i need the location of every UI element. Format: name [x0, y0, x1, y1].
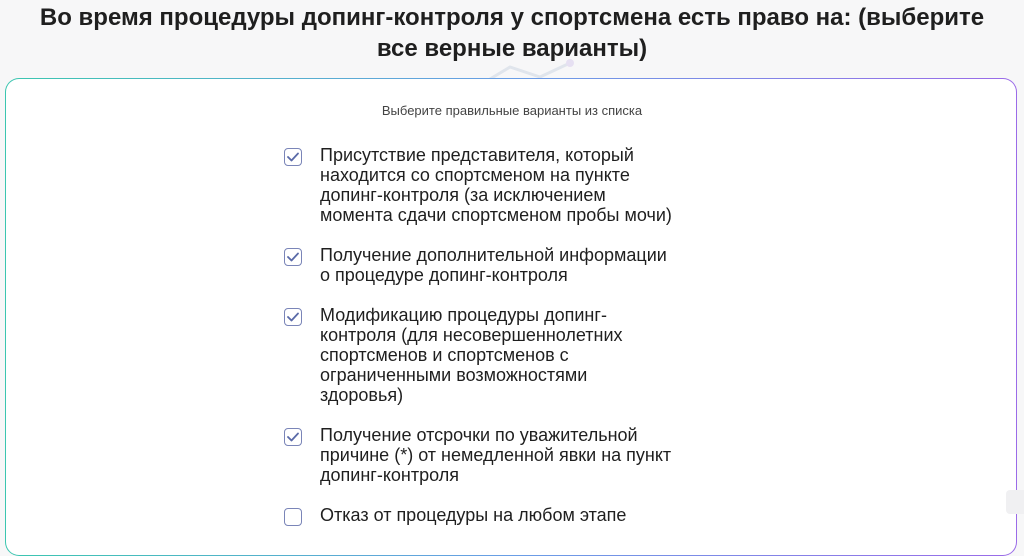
option-label-line: Получение отсрочки по уважительной [320, 425, 638, 445]
question-title [0, 2, 1024, 64]
question-title-line-2: все верные варианты) [376, 35, 648, 62]
option-4-label [320, 425, 671, 485]
option-label-line: Модификацию процедуры допинг- [320, 305, 607, 325]
option-label-line: допинг-контроля (за исключением [320, 185, 606, 205]
checkbox-2[interactable] [284, 248, 302, 266]
checkbox-4[interactable] [284, 428, 302, 446]
option-label-line: о процедуре допинг-контроля [320, 265, 568, 285]
option-label-line: здоровья) [320, 385, 404, 405]
option-3-label [320, 305, 623, 405]
option-1-label [320, 145, 672, 225]
option-4[interactable] [284, 425, 744, 485]
checkmark-icon [287, 152, 299, 162]
option-5[interactable] [284, 505, 744, 526]
checkmark-icon [287, 252, 299, 262]
option-1[interactable] [284, 145, 744, 225]
checkmark-icon [287, 432, 299, 442]
option-3[interactable] [284, 305, 744, 405]
option-label-line: Отказ от процедуры на любом этапе [320, 505, 627, 525]
checkbox-1[interactable] [284, 148, 302, 166]
option-label-line: Получение дополнительной информации [320, 245, 667, 265]
option-label-line: ограниченными возможностями [320, 365, 588, 385]
option-label-line: допинг-контроля [320, 465, 459, 485]
question-title-line-1: Во время процедуры допинг-контроля у спортсмена есть право на: (выберите [39, 4, 985, 31]
option-label-line: причине (*) от немедленной явки на пункт [320, 445, 672, 465]
option-label-line: Присутствие представителя, который [320, 145, 634, 165]
option-label-line: контроля (для несовершеннолетних [320, 325, 623, 345]
option-2[interactable] [284, 245, 744, 285]
option-label-line: спортсменов и спортсменов с [320, 345, 569, 365]
side-tab[interactable] [1006, 490, 1024, 514]
option-2-label [320, 245, 667, 285]
options-list [284, 145, 744, 546]
checkbox-3[interactable] [284, 308, 302, 326]
option-5-label [320, 505, 626, 525]
checkbox-5[interactable] [284, 508, 302, 526]
option-label-line: находится со спортсменом на пункте [320, 165, 630, 185]
option-label-line: момента сдачи спортсменом пробы мочи) [320, 205, 672, 225]
instruction-text: Выберите правильные варианты из списка [381, 103, 643, 118]
checkmark-icon [287, 312, 299, 322]
